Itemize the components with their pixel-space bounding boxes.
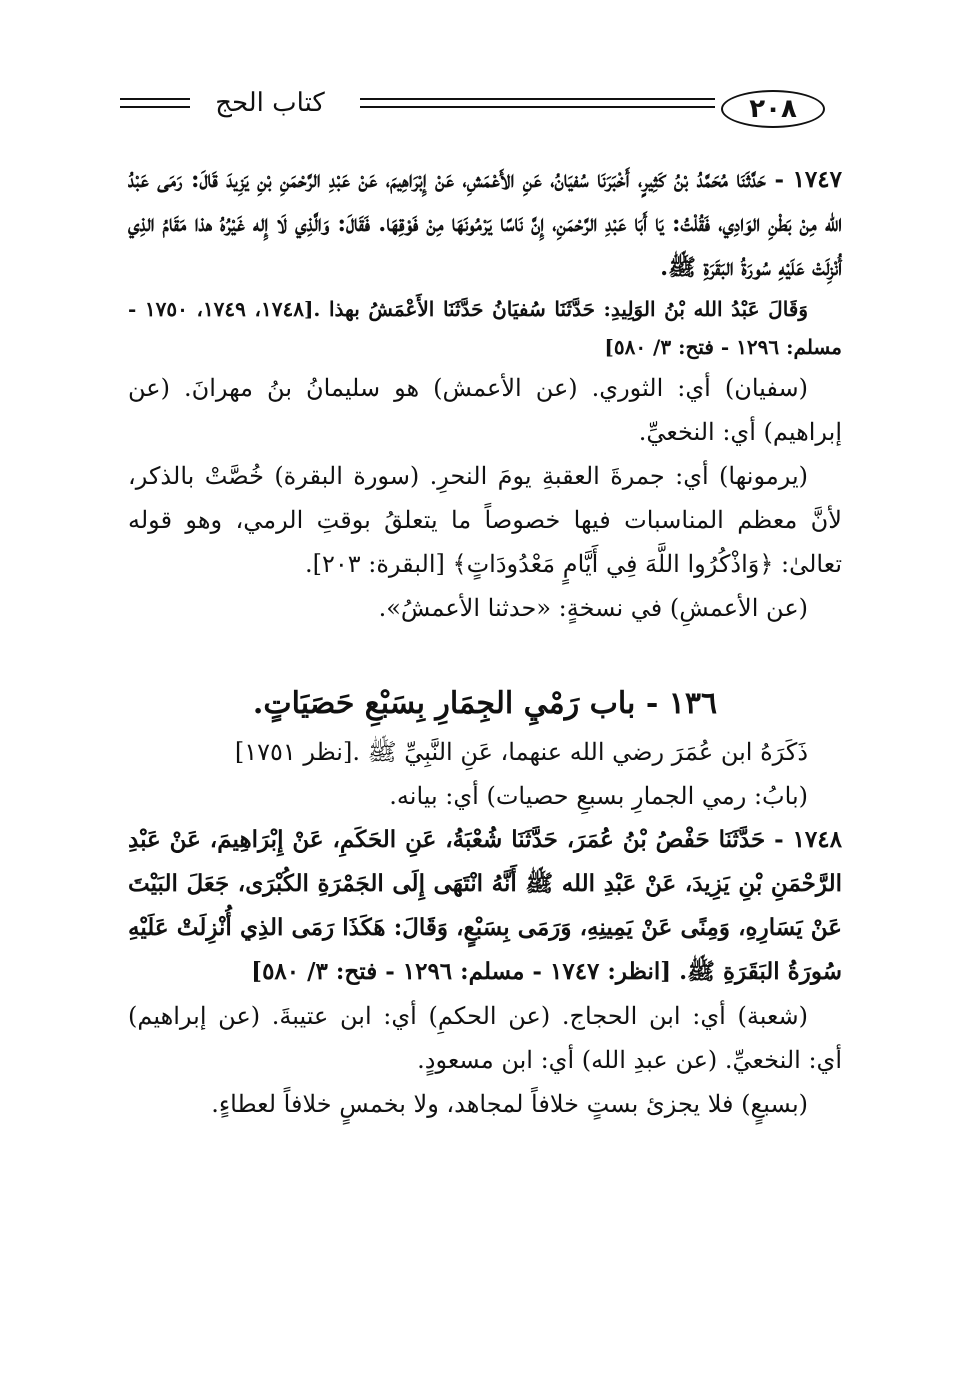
commentary-paragraph: (عن الأعمشِ) في نسخةٍ: «حدثنا الأعمشُ».	[378, 594, 808, 622]
header-rule	[120, 106, 190, 108]
commentary-paragraph: (يرمونها) أي: جمرةَ العقبةِ يومَ النحرِ. (سورة البقرة) خُصَّتْ بالذكر، لأنَّ معظم المناسبات فيها خصوصاً ما يتعلقُ بوقتِ الرمي، وهو قوله تعالىٰ: ﴿وَاذْكُرُوا اللَّهَ فِي أَيَّامٍ مَعْدُودَاتٍ﴾ [البقرة: ٢٠٣].	[128, 462, 842, 578]
page-header	[120, 86, 835, 130]
book-title: كتاب الحج	[215, 88, 325, 118]
commentary-paragraph: (سفيان) أي: الثوري. (عن الأعمش) هو سليمانُ بنُ مهرانَ. (عن إبراهيم) أي: النخعيِّ.	[128, 374, 842, 446]
spacer	[128, 630, 842, 678]
commentary-paragraph: (شعبة) أي: ابن الحجاج. (عن الحكمِ) أي: ابن عتيبةَ. (عن إبراهيم) أي: النخعيِّ. (عن عبدِ الله) أي: ابن مسعودٍ.	[128, 1002, 842, 1074]
chapter-heading: ١٣٦ - باب رَمْيِ الجِمَارِ بِسَبْعِ حَصَيَاتٍ.	[252, 686, 718, 721]
page-body	[128, 158, 842, 1126]
header-rule	[360, 106, 715, 108]
commentary-paragraph: (بابُ: رمي الجمارِ بسبعِ حصيات) أي: بيانه.	[389, 782, 808, 810]
header-rule	[120, 98, 190, 100]
page-number: ٢٠٨	[721, 90, 825, 128]
hadith-1747-note: وَقَالَ عَبْدُ الله بْنُ الوَلِيدِ: حَدَّثَنَا سُفيَانُ حَدَّثَنَا الأَعْمَشُ بهذا .[١٧٤٨، ١٧٤٩، ١٧٥٠ - مسلم: ١٢٩٦ - فتح: ٣/ ٥٨٠]	[128, 297, 842, 359]
hadith-1747: ١٧٤٧ - حَدَّثَنَا مُحَمَّدُ بْنُ كَثِيرٍ، أَخْبَرَنَا سُفيَانُ، عَنِ الأَعْمَشِ، عَنْ إِبْرَاهِيمَ، عَنْ عَبْدِ الرَّحْمَنِ بْنِ يَزِيدَ قَالَ: رَمَى عَبْدُ الله مِنْ بَطْنِ الوَادِي، فَقُلْتُ: يَا أَبَا عَبْدِ الرَّحْمَنِ، إِنَّ نَاسًا يَرْمُونَهَا مِنْ فَوْقِهَا. فَقَالَ: وَالَّذِي لَا إِله غَيْرُهُ هذا مَقَامُ الذِي أُنْزِلَتْ عَلَيْهِ سُورَةُ البَقَرَةِ ﷺ.	[128, 166, 842, 281]
header-rule	[360, 98, 715, 100]
hadith-1748: ١٧٤٨ - حَدَّثَنَا حَفْصُ بْنُ عُمَرَ، حَدَّثَنَا شُعْبَةُ، عَنِ الحَكَمِ، عَنْ إِبْرَاهِيمَ، عَنْ عَبْدِ الرَّحْمَنِ بْنِ يَزِيدَ، عَنْ عَبْدِ الله ﷺ أَنَّهُ انْتَهَى إِلَى الجَمْرَةِ الكُبْرَى، جَعَلَ البَيْتَ عَنْ يَسَارِهِ، وَمِنًى عَنْ يَمِينِهِ، وَرَمَى بِسَبْعٍ، وَقَالَ: هَكَذَا رَمَى الذِي أُنْزِلَتْ عَلَيْهِ سُورَةُ البَقَرَةِ ﷺ. [انظر: ١٧٤٧ - مسلم: ١٢٩٦ - فتح: ٣/ ٥٨٠]	[128, 826, 842, 985]
commentary-paragraph: (بسبعٍ) فلا يجزئ بستٍ خلافاً لمجاهد، ولا بخمسٍ خلافاً لعطاءٍ.	[211, 1090, 808, 1118]
chapter-note: ذَكَرَهُ ابن عُمَرَ رضي الله عنهما، عَنِ النَّبِيِّ ﷺ .[نظر ١٧٥١]	[234, 738, 808, 766]
